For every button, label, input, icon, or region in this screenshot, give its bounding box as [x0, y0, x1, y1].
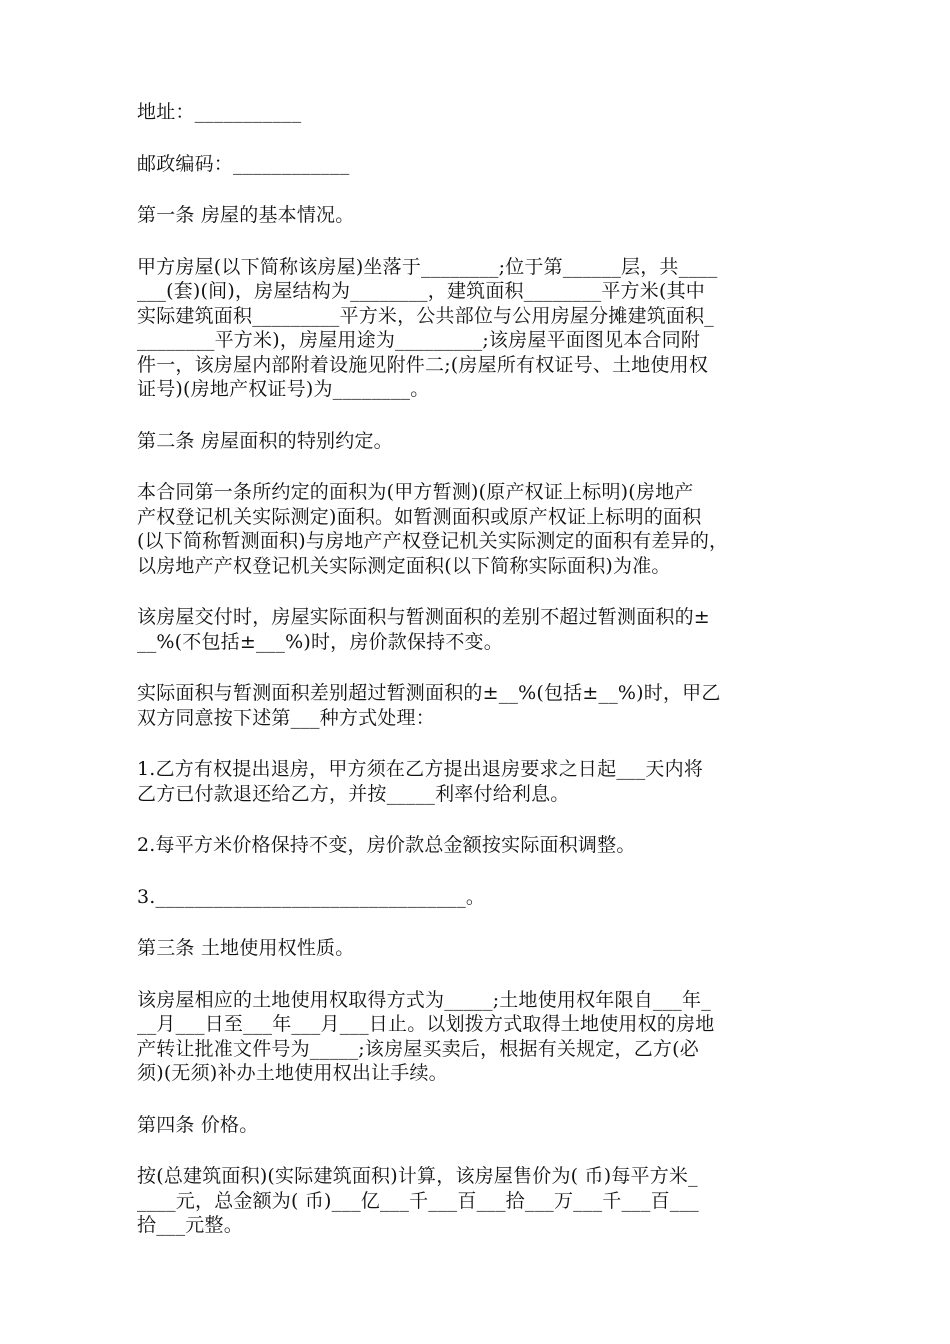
article-1-paragraph: 甲方房屋(以下简称该房屋)坐落于________;位于第______层，共____ ___(套)(间)，房屋结构为________，建筑面积________平方米(其中 实际建筑面积_________平方米，公共部位与公用房屋分摊建筑面积_ ________平方米)，房屋用途为_________;该房屋平面图见本合同附 件一，该房屋内部附着设施见附件二;(房屋所有权证号、土地使用权 证号)(房地产权证号)为________。	[137, 255, 718, 400]
option-3-paragraph: 3.________________________________。	[137, 885, 486, 908]
article-4-paragraph: 按(总建筑面积)(实际建筑面积)计算，该房屋售价为( 币)每平方米_ ____元，总金额为( 币)___亿___千___百___拾___万___千___百___ 拾___元整。	[137, 1165, 699, 1236]
address-line: 地址：___________	[137, 101, 302, 123]
option-2-paragraph: 2.每平方米价格保持不变，房价款总金额按实际面积调整。	[137, 834, 636, 856]
article-1-heading: 第一条 房屋的基本情况。	[137, 204, 355, 226]
difference-clause-paragraph: 实际面积与暂测面积差别超过暂测面积的±__%(包括±__%)时，甲乙 双方同意按下述第___种方式处理：	[137, 682, 721, 729]
article-2-heading: 第二条 房屋面积的特别约定。	[137, 429, 393, 452]
article-4-heading: 第四条 价格。	[137, 1113, 259, 1136]
postal-code-line: 邮政编码：____________	[137, 152, 350, 175]
article-2-paragraph: 本合同第一条所约定的面积为(甲方暂测)(原产权证上标明)(房地产 产权登记机关实际测定)面积。如暂测面积或原产权证上标明的面积 (以下简称暂测面积)与房地产产权登记机关实际测定的面积有差异的， 以房地产产权登记机关实际测定面积(以下简称实际面积)为准。	[137, 481, 729, 577]
delivery-clause-paragraph: 该房屋交付时，房屋实际面积与暂测面积的差别不超过暂测面积的± __%(不包括±___%)时，房价款保持不变。	[137, 606, 710, 653]
option-1-paragraph: 1.乙方有权提出退房，甲方须在乙方提出退房要求之日起___天内将 乙方已付款退还给乙方，并按_____利率付给利息。	[137, 758, 704, 805]
document-page	[137, 100, 817, 1265]
article-3-heading: 第三条 土地使用权性质。	[137, 937, 355, 959]
article-3-paragraph: 该房屋相应的土地使用权取得方式为_____;土地使用权年限自___年_ __月___日至___年___月___日止。以划拨方式取得土地使用权的房地 产转让批准文件号为_____;该房屋买卖后，根据有关规定，乙方(必 须)(无须)补办土地使用权出让手续。	[137, 988, 715, 1084]
